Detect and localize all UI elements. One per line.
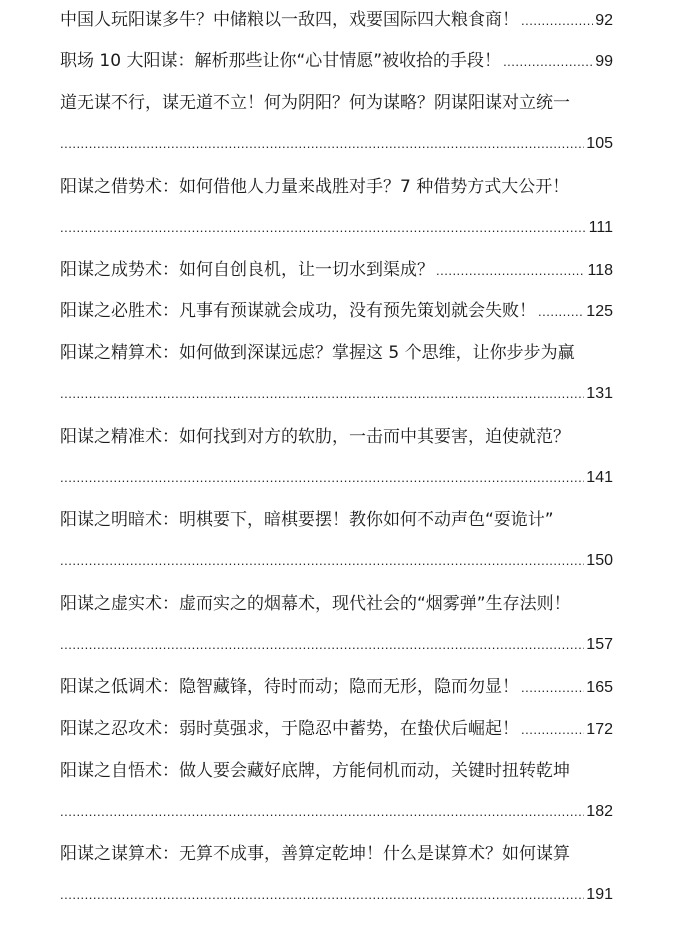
toc-entry[interactable] [60, 258, 613, 282]
toc-entry[interactable] [60, 759, 613, 824]
toc-entry-title: 阳谋之成势术：如何自创良机，让一切水到渠成？ [60, 260, 434, 280]
toc-leader-dots [521, 9, 593, 32]
toc-page-number: 141 [586, 469, 613, 486]
toc-entry[interactable] [60, 299, 613, 323]
toc-leader-dots [538, 300, 584, 323]
toc-entry[interactable] [60, 91, 613, 156]
toc-entry[interactable] [60, 49, 613, 73]
toc-entry-title: 阳谋之虚实术：虚而实之的烟幕术，现代社会的“烟雾弹”生存法则！ [60, 594, 571, 614]
toc-leader-dots [503, 50, 593, 73]
toc-entry-title: 道无谋不行，谋无道不立！何为阴阳？何为谋略？阴谋阳谋对立统一 [60, 93, 570, 113]
toc-entry-title: 阳谋之精准术：如何找到对方的软肋，一击而中其要害，迫使就范？ [60, 427, 570, 447]
toc-entry-title: 阳谋之谋算术：无算不成事，善算定乾坤！什么是谋算术？如何谋算 [60, 844, 570, 864]
toc-entry[interactable] [60, 842, 613, 907]
toc-leader-dots [60, 633, 584, 657]
toc-entry-title: 阳谋之低调术：隐智藏锋，待时而动；隐而无形，隐而勿显！ [60, 677, 519, 697]
toc-page-number: 111 [588, 219, 613, 236]
toc-leader-dots [60, 549, 584, 573]
toc-leader-dots [60, 382, 584, 406]
toc-entry[interactable] [60, 592, 613, 657]
toc-page-number: 157 [586, 636, 613, 653]
toc-entry-title: 职场 10 大阳谋：解析那些让你“心甘情愿”被收拾的手段！ [60, 51, 502, 71]
toc-page-number: 125 [586, 303, 613, 320]
toc-entry[interactable] [60, 341, 613, 406]
toc-leader-dots [436, 259, 585, 282]
toc-entry-title: 阳谋之忍攻术：弱时莫强求，于隐忍中蓄势，在蛰伏后崛起！ [60, 719, 519, 739]
toc-entry-title: 阳谋之明暗术：明棋要下，暗棋要摆！教你如何不动声色“耍诡计” [60, 510, 554, 530]
toc-leader-dots [60, 883, 584, 907]
toc-entry[interactable] [60, 8, 613, 32]
toc-page-number: 131 [586, 385, 613, 402]
toc-page-number: 118 [587, 262, 613, 279]
toc-page-number: 150 [586, 552, 613, 569]
toc-leader-dots [60, 216, 587, 240]
toc-entry[interactable] [60, 717, 613, 741]
toc-entry[interactable] [60, 508, 613, 573]
toc-leader-dots [521, 676, 584, 699]
toc-page-number: 92 [595, 12, 613, 29]
toc-entry[interactable] [60, 675, 613, 699]
toc-entry-title: 阳谋之自悟术：做人要会藏好底牌，方能伺机而动，关键时扭转乾坤 [60, 761, 570, 781]
toc-entry-title: 阳谋之借势术：如何借他人力量来战胜对手？7 种借势方式大公开！ [60, 177, 570, 197]
toc-entry-title: 阳谋之必胜术：凡事有预谋就会成功，没有预先策划就会失败！ [60, 301, 536, 321]
toc-page-number: 191 [586, 886, 613, 903]
toc-entry-title: 中国人玩阳谋多牛？中储粮以一敌四，戏要国际四大粮食商！ [60, 10, 519, 30]
toc-leader-dots [60, 800, 584, 824]
toc-page-number: 165 [586, 679, 613, 696]
toc-page-number: 105 [586, 135, 613, 152]
toc-leader-dots [521, 718, 584, 741]
toc-page-number: 99 [595, 53, 613, 70]
toc-entry[interactable] [60, 175, 613, 240]
toc-entry-title: 阳谋之精算术：如何做到深谋远虑？掌握这 5 个思维，让你步步为赢 [60, 343, 575, 363]
toc-page-number: 182 [586, 803, 613, 820]
toc-entry[interactable] [60, 425, 613, 490]
toc-leader-dots [60, 132, 584, 156]
toc-leader-dots [60, 466, 584, 490]
toc-page-number: 172 [586, 721, 613, 738]
